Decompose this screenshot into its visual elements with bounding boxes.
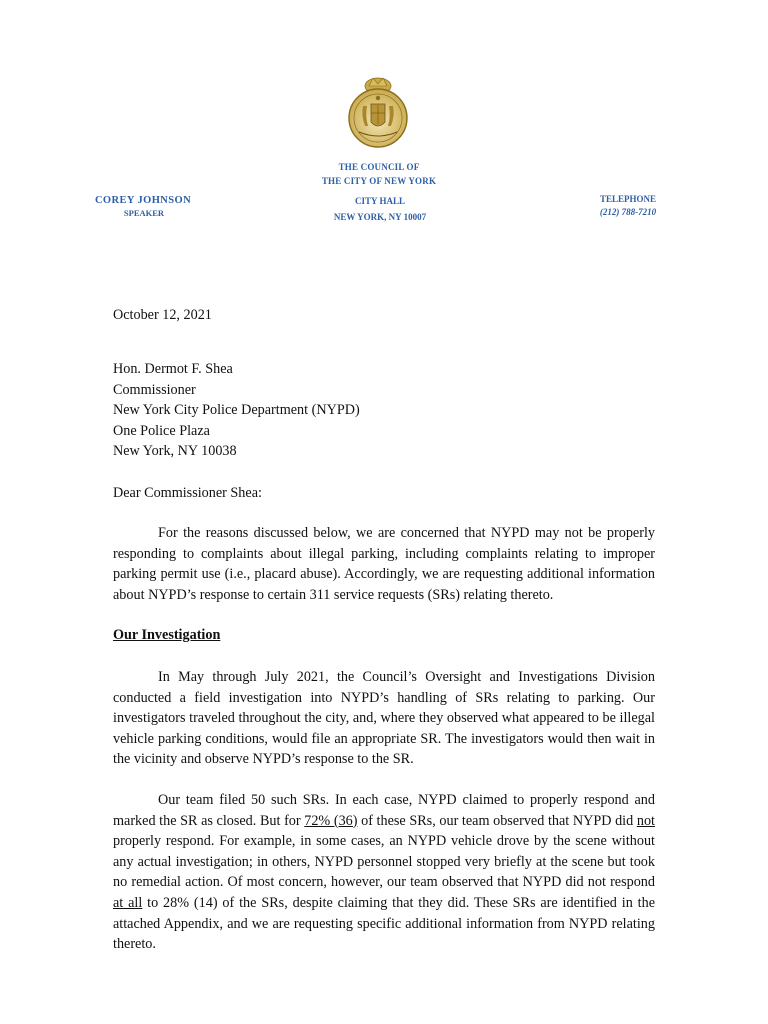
recipient-line: Commissioner bbox=[113, 381, 196, 398]
speaker-name: COREY JOHNSON bbox=[94, 195, 192, 206]
speaker-title: SPEAKER bbox=[123, 208, 165, 218]
paragraph-text: For the reasons discussed below, we are concerned that NYPD may not be properly responding to complaints about illegal parking, including complaints relating to improper parking permit use (i.e., placard abuse). Accordingly, we are requesting additional information about NYPD’s response to certain 311 service requests (SRs) relating thereto. bbox=[113, 525, 655, 603]
telephone-label: TELEPHONE bbox=[599, 194, 656, 204]
underlined-percentage: 72% (36) bbox=[304, 812, 358, 829]
recipient-line: One Police Plaza bbox=[113, 422, 210, 439]
text-run: of these SRs, our team observed that NYPD did bbox=[357, 812, 637, 829]
section-heading: Our Investigation bbox=[113, 627, 221, 643]
salutation: Dear Commissioner Shea: bbox=[113, 485, 262, 501]
letterhead-city-hall: CITY HALL bbox=[355, 196, 405, 206]
letterhead-council-line2: THE CITY OF NEW YORK bbox=[321, 176, 437, 186]
text-run: properly respond. For example, in some cases, an NYPD vehicle drove by the scene without any actual investigation; in others, NYPD personnel stopped very briefly at the scene but took no remedial action. Of most concern, however, our team observed that NYPD did not respond bbox=[113, 833, 655, 891]
recipient-line: New York City Police Department (NYPD) bbox=[113, 402, 360, 419]
text-run: Our team filed 50 such SRs. In each case, NYPD claimed to properly respond and marked the SR as closed. But for bbox=[113, 792, 655, 829]
recipient-line: New York, NY 10038 bbox=[113, 443, 237, 460]
paragraph-investigation bbox=[113, 667, 655, 770]
paragraph-text bbox=[113, 790, 655, 955]
paragraph-findings bbox=[113, 790, 655, 955]
city-seal-icon bbox=[343, 74, 413, 150]
letterhead-address: NEW YORK, NY 10007 bbox=[333, 212, 427, 222]
recipient-line: Hon. Dermot F. Shea bbox=[113, 361, 233, 377]
underlined-at-all: at all bbox=[113, 894, 143, 911]
underlined-not: not bbox=[636, 812, 655, 829]
paragraph-intro bbox=[113, 523, 655, 605]
telephone-number: (212) 788-7210 bbox=[599, 207, 657, 217]
text-run: to 28% (14) of the SRs, despite claiming that they did. These SRs are identified in the attached Appendix, and we are requesting specific additional information from NYPD relating thereto. bbox=[113, 894, 655, 953]
letterhead-council-line1: THE COUNCIL OF bbox=[338, 162, 420, 172]
paragraph-text: In May through July 2021, the Council’s Oversight and Investigations Division conducted a field investigation into NYPD’s handling of SRs relating to parking. Our investigators traveled throughout the city, and, where they observed what appeared to be illegal vehicle parking conditions, would file an appropriate SR. The investigators would then wait in the vicinity and observe NYPD’s response to the SR. bbox=[113, 669, 655, 768]
recipient-address bbox=[113, 359, 360, 462]
letter-date: October 12, 2021 bbox=[113, 307, 212, 323]
